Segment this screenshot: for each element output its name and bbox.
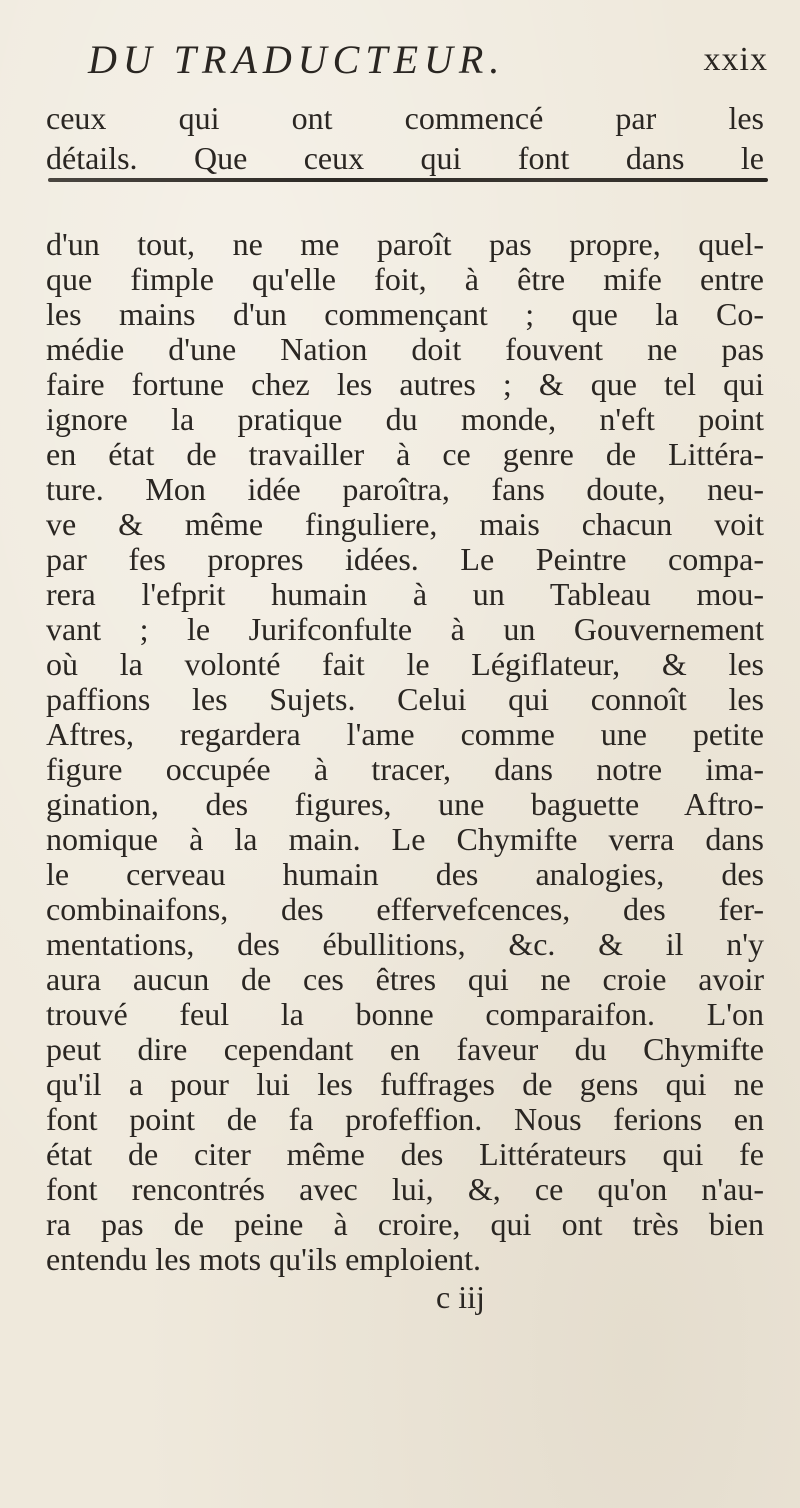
text-line: d'un tout, ne me paroît pas propre, quel- — [46, 226, 764, 262]
text-line: où la volonté fait le Légiflateur, & les — [46, 646, 764, 682]
text-line: peut dire cependant en faveur du Chymifte — [46, 1031, 764, 1067]
text-line: faire fortune chez les autres ; & que tel qui — [46, 366, 764, 402]
text-line: aura aucun de ces êtres qui ne croie avoir — [46, 961, 764, 997]
text-line: rera l'efprit humain à un Tableau mou- — [46, 576, 764, 612]
text-line: les mains d'un commençant ; que la Co- — [46, 296, 764, 332]
text-line: gination, des figures, une baguette Aftro- — [46, 786, 764, 822]
text-line: mentations, des ébullitions, &c. & il n'y — [46, 926, 764, 962]
text-line: paffions les Sujets. Celui qui connoît les — [46, 681, 764, 717]
running-head — [88, 36, 768, 84]
text-line: par fes propres idées. Le Peintre compa- — [46, 541, 764, 577]
text-line: vant ; le Jurifconfulte à un Gouvernement — [46, 611, 764, 647]
text-line: ve & même finguliere, mais chacun voit — [46, 506, 764, 542]
text-line: nomique à la main. Le Chymifte verra dans — [46, 821, 764, 857]
section-divider — [48, 176, 768, 184]
text-line: le cerveau humain des analogies, des — [46, 856, 764, 892]
text-line: Aftres, regardera l'ame comme une petite — [46, 716, 764, 752]
signature-mark: c iij — [436, 1279, 485, 1315]
text-line: trouvé feul la bonne comparaifon. L'on — [46, 996, 764, 1032]
text-line: font rencontrés avec lui, &, ce qu'on n'au- — [46, 1171, 764, 1207]
text-line: ignore la pratique du monde, n'eft point — [46, 401, 764, 437]
text-line: font point de fa profeffion. Nous ferions en — [46, 1101, 764, 1137]
running-title: DU TRADUCTEUR. — [88, 37, 506, 82]
text-line: ra pas de peine à croire, qui ont très bien — [46, 1206, 764, 1242]
text-line: qu'il a pour lui les fuffrages de gens qui ne — [46, 1066, 764, 1102]
text-line: figure occupée à tracer, dans notre ima- — [46, 751, 764, 787]
text-line: détails. Que ceux qui font dans le — [46, 140, 764, 176]
text-line: en état de travailler à ce genre de Littéra- — [46, 436, 764, 472]
page-number: xxix — [703, 41, 768, 78]
text-line: médie d'une Nation doit fouvent ne pas — [46, 331, 764, 367]
text-line: entendu les mots qu'ils emploient. — [46, 1241, 482, 1277]
text-line: état de citer même des Littérateurs qui fe — [46, 1136, 764, 1172]
text-line: ture. Mon idée paroîtra, fans doute, neu- — [46, 471, 764, 507]
divider-bar — [48, 178, 768, 182]
text-line: ceux qui ont commencé par les — [46, 100, 764, 136]
text-line: que fimple qu'elle foit, à être mife entre — [46, 261, 764, 297]
text-line: combinaifons, des effervefcences, des fer- — [46, 891, 764, 927]
